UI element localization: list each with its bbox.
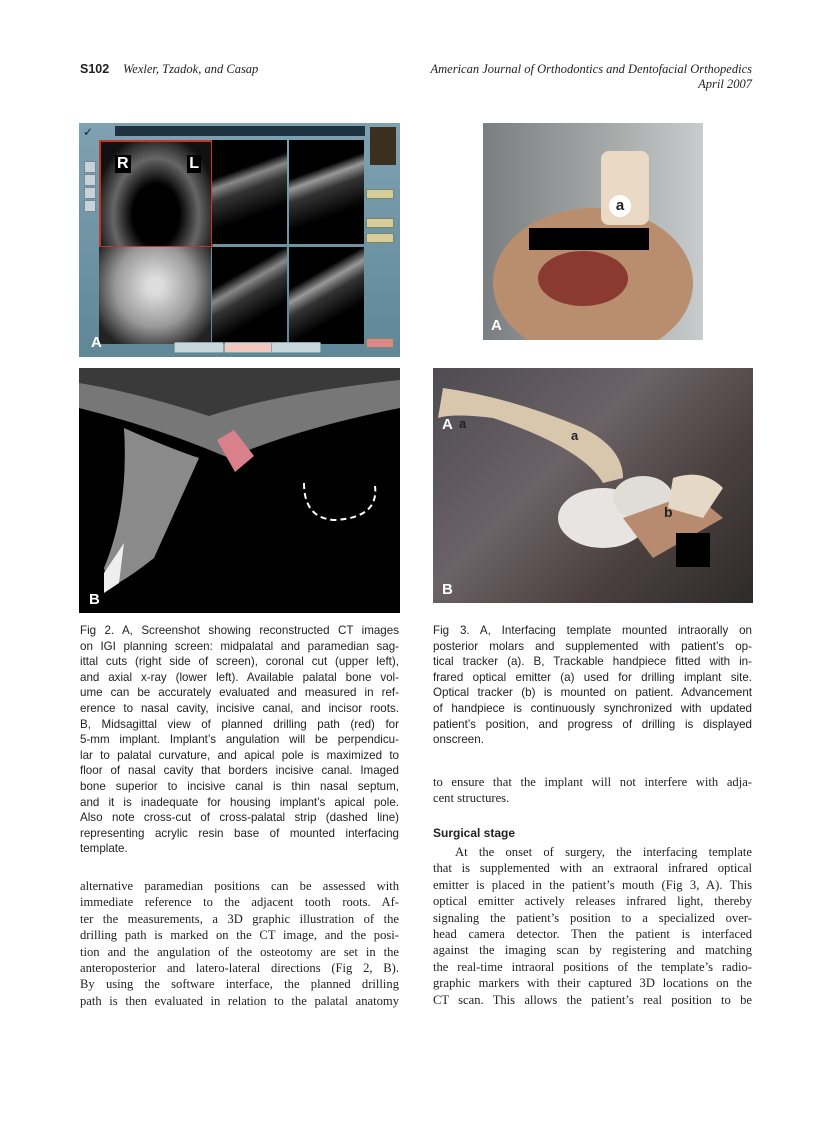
caption-line: bone superior to incisive canal is thin nasal septum, bbox=[80, 779, 399, 793]
axial-view bbox=[99, 247, 211, 344]
running-authors: Wexler, Tzadok, and Casap bbox=[123, 62, 259, 76]
sagittal-cut-4 bbox=[289, 247, 364, 344]
caption-line: Fig 3. A, Interfacing template mounted intraorally on bbox=[433, 624, 752, 637]
caption-line: erence to nasal cavity, incisive canal, and incisor roots. bbox=[80, 701, 399, 715]
sagittal-cut-2 bbox=[289, 140, 364, 244]
body-line: alternative paramedian positions can be assessed with bbox=[80, 879, 399, 893]
fig2a-planning-screenshot bbox=[79, 123, 400, 357]
caption-line: tical tracker (a). B, Trackable handpiece fitted with in- bbox=[433, 655, 752, 669]
caption-line: Also note cross-cut of cross-palatal strip (dashed line) bbox=[80, 811, 399, 825]
midsagittal-ct-image bbox=[79, 368, 400, 613]
panel-label-a: A bbox=[91, 334, 102, 351]
body-line: to ensure that the implant will not interfere with adja- bbox=[433, 775, 752, 789]
caption-line: and it is inadequate for housing implant’s apical pole. bbox=[80, 795, 399, 809]
right-body-continuation bbox=[433, 774, 752, 807]
sagittal-cut-3 bbox=[212, 247, 287, 344]
left-body-text bbox=[80, 878, 399, 1009]
body-line: ter the measurements, a 3D graphic illustration of the bbox=[80, 911, 399, 926]
caption-line: Fig 2. A, Screenshot showing reconstructed CT images bbox=[80, 624, 399, 637]
archive-tab[interactable] bbox=[174, 342, 224, 353]
caption-line: ume can be accurately evaluated and measured in ref- bbox=[80, 686, 399, 700]
body-line: drilling path is marked on the CT image, and the posi- bbox=[80, 928, 399, 943]
journal-title: American Journal of Orthodontics and Dentofacial Orthopedics bbox=[430, 62, 752, 76]
fig3b-surgery-photo bbox=[433, 368, 753, 603]
panel-label-a: A bbox=[491, 317, 502, 334]
panel-label-b: B bbox=[89, 591, 100, 608]
left-marker: L bbox=[189, 155, 199, 172]
body-line: optical emitter actively releases infrared light, thereby bbox=[433, 894, 752, 909]
caption-line: Optical tracker (b) is mounted on patient. Advancement bbox=[433, 686, 752, 700]
coronal-cut-view bbox=[99, 140, 213, 248]
caption-line: lar to palatal curvature, and apical pole is maximized to bbox=[80, 748, 399, 762]
fig2-caption bbox=[80, 623, 399, 857]
right-body-text bbox=[433, 844, 752, 1008]
page-number: S102 bbox=[80, 62, 110, 76]
handpiece-label-a: a bbox=[459, 416, 467, 431]
sagittal-cut-1 bbox=[212, 140, 287, 244]
body-line: cent structures. bbox=[433, 791, 510, 806]
body-line: signaling the patient’s position to a specialized over- bbox=[433, 910, 752, 925]
caption-line: frared optical emitter (a) used for drilling implant site. bbox=[433, 670, 752, 684]
tracker-label-a: a bbox=[609, 195, 631, 217]
eye-redaction-bar bbox=[529, 228, 649, 250]
caption-line: B, Midsagittal view of planned drilling path (red) for bbox=[80, 717, 399, 731]
caption-line: of handpiece is continuously synchronized with updated bbox=[433, 701, 752, 715]
body-line: immediate reference to the adjacent tooth roots. Af- bbox=[80, 895, 399, 910]
surgery-scene bbox=[433, 368, 753, 603]
fig2b-midsagittal-ct bbox=[79, 368, 400, 613]
body-line: anteroposterior and latero-lateral directions (Fig 2, B). bbox=[80, 960, 399, 975]
right-marker: R bbox=[117, 155, 129, 172]
preview-panel bbox=[370, 127, 396, 165]
caption-line: representing acrylic resin base of mounted interfacing bbox=[80, 826, 399, 840]
body-line: emitter is placed in the patient’s mouth (Fig 3, A). This bbox=[433, 877, 752, 892]
tracker-label-b: b bbox=[664, 504, 673, 520]
caption-line: onscreen. bbox=[433, 733, 484, 747]
fig3a-patient-photo bbox=[483, 123, 703, 340]
caption-line: template. bbox=[80, 842, 128, 856]
logo-icon: ✓ bbox=[83, 125, 94, 139]
procedure-tab[interactable] bbox=[271, 342, 321, 353]
caption-line: patient’s position, and progress of drilling is displayed bbox=[433, 717, 752, 731]
body-line: that is supplemented with an extraoral infrared optical bbox=[433, 861, 752, 876]
panel-label-b: B bbox=[442, 581, 453, 598]
body-line: against the imaging scan by registering and matching bbox=[433, 943, 752, 958]
template-dashed-outline bbox=[304, 483, 375, 520]
body-line: CT scan. This allows the patient’s real position to be bbox=[433, 992, 752, 1007]
body-line: the real-time intraoral positions of the template’s radio- bbox=[433, 959, 752, 974]
body-line: tion and the angulation of the osteotomy are set in the bbox=[80, 944, 399, 959]
open-mouth bbox=[538, 251, 628, 306]
face-redaction-box bbox=[676, 533, 710, 567]
emitter-label-a: a bbox=[571, 428, 579, 443]
caption-line: 5-mm implant. Implant’s angulation will be perpendicu- bbox=[80, 733, 399, 747]
title-bar bbox=[115, 126, 365, 136]
body-line: path is then evaluated in relation to the palatal anatomy bbox=[80, 993, 399, 1008]
caption-line: posterior molars and supplemented with patient’s op- bbox=[433, 639, 752, 653]
body-line: graphic markers with their captured 3D locations on the bbox=[433, 976, 752, 991]
section-heading: Surgical stage bbox=[433, 826, 516, 840]
panel-label-a: A bbox=[442, 416, 453, 433]
body-line: head camera detector. Then the patient is interfaced bbox=[433, 926, 752, 941]
planning-tab[interactable] bbox=[224, 342, 274, 353]
caption-line: on IGI planning screen: midpalatal and paramedian sag- bbox=[80, 639, 399, 653]
issue-date: April 2007 bbox=[698, 77, 752, 91]
body-line: By using the software interface, the planned drilling bbox=[80, 977, 399, 992]
caption-line: and axial x-ray (lower left). Available palatal bone vol- bbox=[80, 670, 399, 684]
body-line: At the onset of surgery, the interfacing template bbox=[455, 845, 752, 859]
caption-line: ittal cuts (right side of screen), coronal cut (upper left), bbox=[80, 655, 399, 669]
caption-line: floor of nasal cavity that borders incisive canal. Imaged bbox=[80, 764, 399, 778]
fig3-caption bbox=[433, 623, 752, 748]
